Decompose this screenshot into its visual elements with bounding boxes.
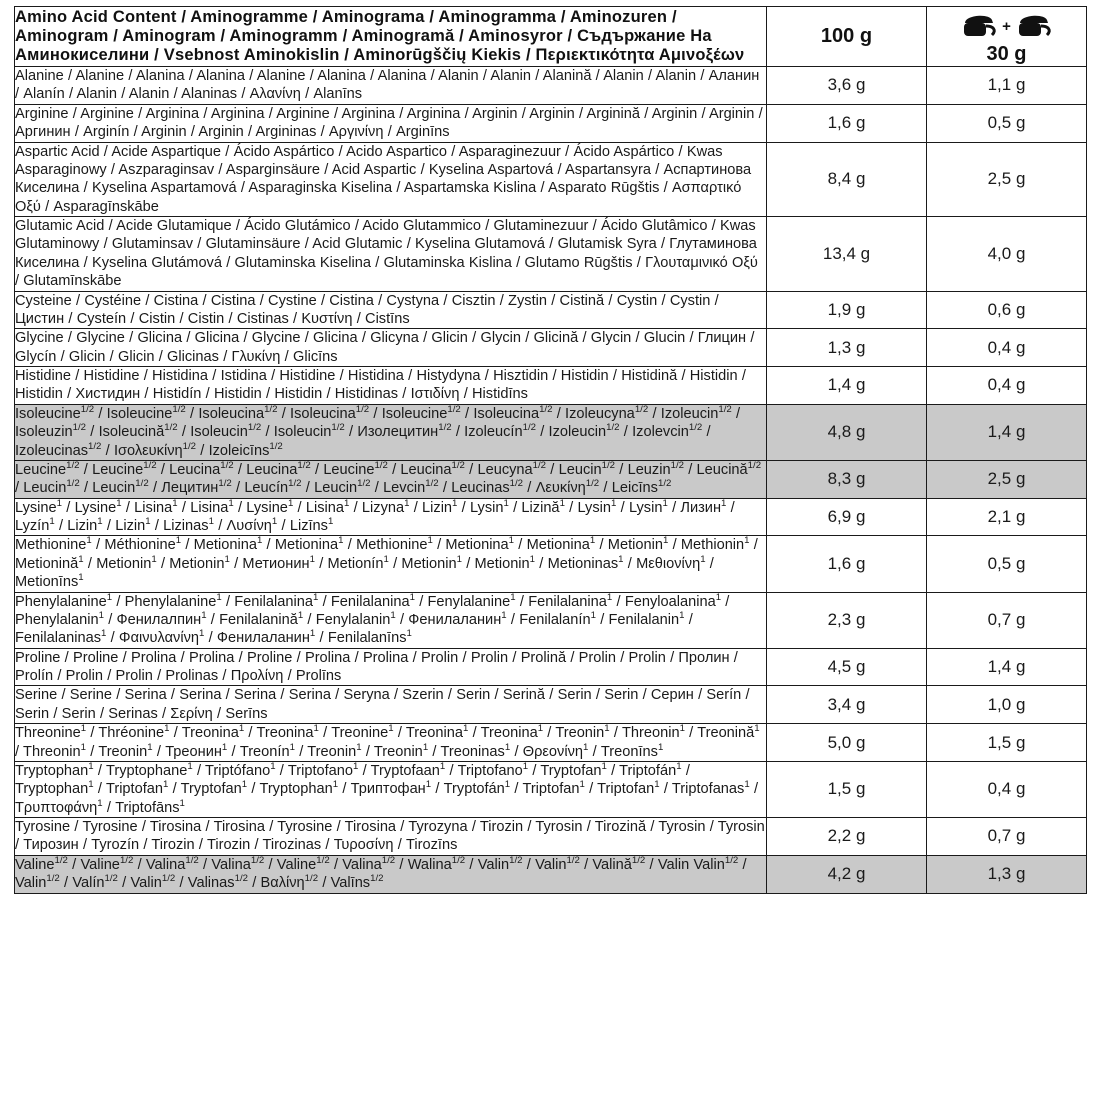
value-per-30g: 4,0 g (927, 217, 1087, 292)
value-per-30g: 1,4 g (927, 648, 1087, 686)
value-per-100g: 2,3 g (767, 592, 927, 648)
table-row (15, 329, 1087, 367)
value-per-30g: 0,4 g (927, 329, 1087, 367)
value-per-100g: 3,4 g (767, 686, 927, 724)
value-per-100g: 8,4 g (767, 142, 927, 217)
value-per-100g: 6,9 g (767, 498, 927, 536)
column-header-100g: 100 g (767, 7, 927, 67)
amino-acid-name: Aspartic Acid / Acide Aspartique / Ácido Aspártico / Acido Aspartico / Asparaginezuur / Ácido Aspártico / Kwas Asparaginowy / Aszparaginsav / Asparginsäure / Acid Aspartic / Kyselina Aspartová / Aspartansyra / Аспартинова Киселина / Kyselina Aspartamová / Asparaginska Kiselina / Aspartamska Kislina / Asparato Rūgštis / Ασπαρτικό Οξύ / Asparagīnskābe (15, 142, 767, 217)
amino-acid-name: Proline / Proline / Prolina / Prolina / Proline / Prolina / Prolina / Prolin / Prolin / Prolină / Prolin / Prolin / Пролин / Prolín / Prolin / Prolin / Prolinas / Προλίνη / Prolīns (15, 648, 767, 686)
value-per-100g: 4,2 g (767, 855, 927, 893)
value-per-30g: 1,0 g (927, 686, 1087, 724)
table-row (15, 498, 1087, 536)
amino-acid-name: Histidine / Histidine / Histidina / Istidina / Histidine / Histidina / Histydyna / Hisztidin / Histidin / Histidină / Histidin / Histidin / Хистидин / Histidín / Histidin / Histidin / Histidinas / Ιστιδίνη / Histidīns (15, 367, 767, 405)
table-row (15, 818, 1087, 856)
value-per-100g: 1,5 g (767, 761, 927, 817)
amino-acid-name: Methionine$^1$ / Méthionine$^1$ / Metionina$^1$ / Metionina$^1$ / Methionine$^1$ / Metionina$^1$ / Metionina$^1$ / Metionin$^1$ / Methionin$^1$ / Metionină$^1$ / Metionin$^1$ / Metionin$^1$ / Метионин$^1$ / Metionín$^1$ / Metionin$^1$ / Metionin$^1$ / Metioninas$^1$ / Μεθιονίνη$^1$ / Metionīns$^1$ (15, 536, 767, 592)
value-per-30g: 0,7 g (927, 818, 1087, 856)
table-row (15, 536, 1087, 592)
table-row (15, 367, 1087, 405)
value-per-30g: 2,5 g (927, 460, 1087, 498)
value-per-30g: 0,5 g (927, 104, 1087, 142)
amino-acid-name: Valine$^{1/2}$ / Valine$^{1/2}$ / Valina$^{1/2}$ / Valina$^{1/2}$ / Valine$^{1/2}$ / Valina$^{1/2}$ / Walina$^{1/2}$ / Valin$^{1/2}$ / Valin$^{1/2}$ / Valină$^{1/2}$ / Valin Valin$^{1/2}$ / Valin$^{1/2}$ / Valín$^{1/2}$ / Valin$^{1/2}$ / Valinas$^{1/2}$ / Βαλίνη$^{1/2}$ / Valīns$^{1/2}$ (15, 855, 767, 893)
value-per-100g: 1,6 g (767, 536, 927, 592)
table-title: Amino Acid Content / Aminogramme / Aminograma / Aminogramma / Aminozuren / Aminogram / Aminogram / Aminogramm / Aminogramă / Aminosyror / Съдържание На Аминокиселини / Vsebnost Aminokislin / Aminorūgščių Kiekis / Περιεκτικότητα Αμινοξέων (15, 7, 767, 67)
value-per-100g: 5,0 g (767, 724, 927, 762)
amino-acid-name: Phenylalanine$^1$ / Phenylalanine$^1$ / Fenilalanina$^1$ / Fenilalanina$^1$ / Fenylalanine$^1$ / Fenilalanina$^1$ / Fenyloalanina$^1$ / Phenylalanin$^1$ / Фенилалпин$^1$ / Fenilalanină$^1$ / Fenylalanin$^1$ / Фенилаланин$^1$ / Fenilalanín$^1$ / Fenilalanin$^1$ / Fenilalaninas$^1$ / Φαινυλανίνη$^1$ / Фенилаланин$^1$ / Fenilalanīns$^1$ (15, 592, 767, 648)
amino-acid-name: Tryptophan$^1$ / Tryptophane$^1$ / Triptófano$^1$ / Triptofano$^1$ / Tryptofaan$^1$ / Triptofano$^1$ / Tryptofan$^1$ / Triptofán$^1$ / Tryptophan$^1$ / Triptofan$^1$ / Tryptofan$^1$ / Tryptophan$^1$ / Триптофан$^1$ / Tryptofán$^1$ / Triptofan$^1$ / Triptofan$^1$ / Triptofanas$^1$ / Τρυπτοφάνη$^1$ / Triptofāns$^1$ (15, 761, 767, 817)
scoop-icons (927, 7, 1086, 41)
value-per-100g: 4,8 g (767, 404, 927, 460)
value-per-100g: 1,9 g (767, 291, 927, 329)
value-per-100g: 1,4 g (767, 367, 927, 405)
value-per-100g: 1,3 g (767, 329, 927, 367)
value-per-100g: 2,2 g (767, 818, 927, 856)
value-per-30g: 0,4 g (927, 761, 1087, 817)
table-row (15, 761, 1087, 817)
table-row (15, 648, 1087, 686)
scoop-icon (1014, 11, 1054, 41)
value-per-30g: 1,3 g (927, 855, 1087, 893)
value-per-30g: 0,6 g (927, 291, 1087, 329)
value-per-30g: 2,1 g (927, 498, 1087, 536)
column-header-30g (927, 7, 1087, 67)
table-row (15, 686, 1087, 724)
value-per-30g: 0,5 g (927, 536, 1087, 592)
table-row (15, 142, 1087, 217)
table-header-row (15, 7, 1087, 67)
value-per-30g: 1,5 g (927, 724, 1087, 762)
amino-acid-name: Tyrosine / Tyrosine / Tirosina / Tirosina / Tyrosine / Tirosina / Tyrozyna / Tirozin / Tyrosin / Tirozină / Tyrosin / Tyrosin / Тирозин / Tyrozín / Tirozin / Tirozin / Tirozinas / Τυροσίνη / Tirozīns (15, 819, 765, 854)
table-row (15, 104, 1087, 142)
table-row (15, 460, 1087, 498)
table-row (15, 855, 1087, 893)
table-row (15, 67, 1087, 105)
table-row (15, 291, 1087, 329)
value-per-30g: 1,4 g (927, 404, 1087, 460)
value-per-30g: 0,7 g (927, 592, 1087, 648)
amino-acid-name: Alanine / Alanine / Alanina / Alanina / Alanine / Alanina / Alanina / Alanin / Alanin / Alanină / Alanin / Alanin / Аланин / Alanín / Alanin / Alanin / Alaninas / Αλανίνη / Alanīns (15, 67, 767, 105)
amino-acid-name: Threonine$^1$ / Thréonine$^1$ / Treonina$^1$ / Treonina$^1$ / Treonine$^1$ / Treonina$^1$ / Treonina$^1$ / Treonin$^1$ / Threonin$^1$ / Treonină$^1$ / Threonin$^1$ / Treonin$^1$ / Треонин$^1$ / Treonín$^1$ / Treonin$^1$ / Treonin$^1$ / Treoninas$^1$ / Θρεονίνη$^1$ / Treonīns$^1$ (15, 724, 767, 762)
amino-acid-name: Glutamic Acid / Acide Glutamique / Ácido Glutámico / Acido Glutammico / Glutaminezuur / Ácido Glutâmico / Kwas Glutaminowy / Glutaminsav / Glutaminsäure / Acid Glutamic / Kyselina Glutamová / Glutamisk Syra / Глутаминова Киселина / Kyselina Glutámová / Glutaminska Kiselina / Glutaminska Kislina / Glutamo Rūgštis / Γλουταμινικό Οξύ / Glutamīnskābe (15, 217, 767, 292)
amino-acid-name: Cysteine / Cystéine / Cistina / Cistina / Cystine / Cistina / Cystyna / Cisztin / Zystin / Cistină / Cystin / Cystin / Цистин / Cysteín / Cistin / Cistin / Cistinas / Κυστίνη / Cistīns (15, 291, 767, 329)
table-row (15, 592, 1087, 648)
value-per-30g: 0,4 g (927, 367, 1087, 405)
table-body (15, 67, 1087, 894)
amino-acid-name: Leucine$^{1/2}$ / Leucine$^{1/2}$ / Leucina$^{1/2}$ / Leucina$^{1/2}$ / Leucine$^{1/2}$ / Leucina$^{1/2}$ / Leucyna$^{1/2}$ / Leucin$^{1/2}$ / Leuzin$^{1/2}$ / Leucină$^{1/2}$ / Leucin$^{1/2}$ / Leucin$^{1/2}$ / Лецитин$^{1/2}$ / Leucín$^{1/2}$ / Leucin$^{1/2}$ / Levcin$^{1/2}$ / Leucinas$^{1/2}$ / Λευκίνη$^{1/2}$ / Leicīns$^{1/2}$ (15, 460, 767, 498)
value-per-100g: 8,3 g (767, 460, 927, 498)
value-per-100g: 3,6 g (767, 67, 927, 105)
amino-acid-name: Arginine / Arginine / Arginina / Arginina / Arginine / Arginina / Arginina / Arginin / Arginin / Arginină / Arginin / Arginin / Аргинин / Arginín / Arginin / Arginin / Argininas / Αργινίνη / Arginīns (15, 104, 767, 142)
value-per-100g: 13,4 g (767, 217, 927, 292)
amino-acid-table (14, 6, 1087, 894)
table-row (15, 404, 1087, 460)
amino-acid-name: Serine / Serine / Serina / Serina / Serina / Serina / Seryna / Szerin / Serin / Serină / Serin / Serin / Серин / Serín / Serin / Serin / Serinas / Σερίνη / Serīns (15, 686, 767, 724)
value-per-30g: 2,5 g (927, 142, 1087, 217)
value-per-100g: 4,5 g (767, 648, 927, 686)
plus-sign: + (1002, 18, 1011, 35)
table-row (15, 217, 1087, 292)
column-header-30g-label: 30 g (986, 43, 1027, 65)
amino-acid-name: Isoleucine$^{1/2}$ / Isoleucine$^{1/2}$ / Isoleucina$^{1/2}$ / Isoleucina$^{1/2}$ / Isoleucine$^{1/2}$ / Isoleucina$^{1/2}$ / Izoleucyna$^{1/2}$ / Izoleucin$^{1/2}$ / Isoleuzin$^{1/2}$ / Isoleucină$^{1/2}$ / Isoleucin$^{1/2}$ / Isoleucin$^{1/2}$ / Изолецитин$^{1/2}$ / Izoleucín$^{1/2}$ / Izoleucin$^{1/2}$ / Izolevcin$^{1/2}$ / Izoleucinas$^{1/2}$ / Ισολευκίνη$^{1/2}$ / Izoleicīns$^{1/2}$ (15, 404, 767, 460)
scoop-icon (959, 11, 999, 41)
value-per-30g: 1,1 g (927, 67, 1087, 105)
table-row (15, 724, 1087, 762)
value-per-100g: 1,6 g (767, 104, 927, 142)
amino-acid-name: Lysine$^1$ / Lysine$^1$ / Lisina$^1$ / Lisina$^1$ / Lysine$^1$ / Lisina$^1$ / Lizyna$^1$ / Lizin$^1$ / Lysin$^1$ / Lizină$^1$ / Lysin$^1$ / Lysin$^1$ / Лизин$^1$ / Lyzín$^1$ / Lizin$^1$ / Lizin$^1$ / Lizinas$^1$ / Λυσίνη$^1$ / Lizīns$^1$ (15, 498, 767, 536)
amino-acid-name: Glycine / Glycine / Glicina / Glicina / Glycine / Glicina / Glicyna / Glicin / Glycin / Glicină / Glycin / Glucin / Глицин / Glycín / Glicin / Glicin / Glicinas / Γλυκίνη / Glicīns (15, 329, 767, 367)
